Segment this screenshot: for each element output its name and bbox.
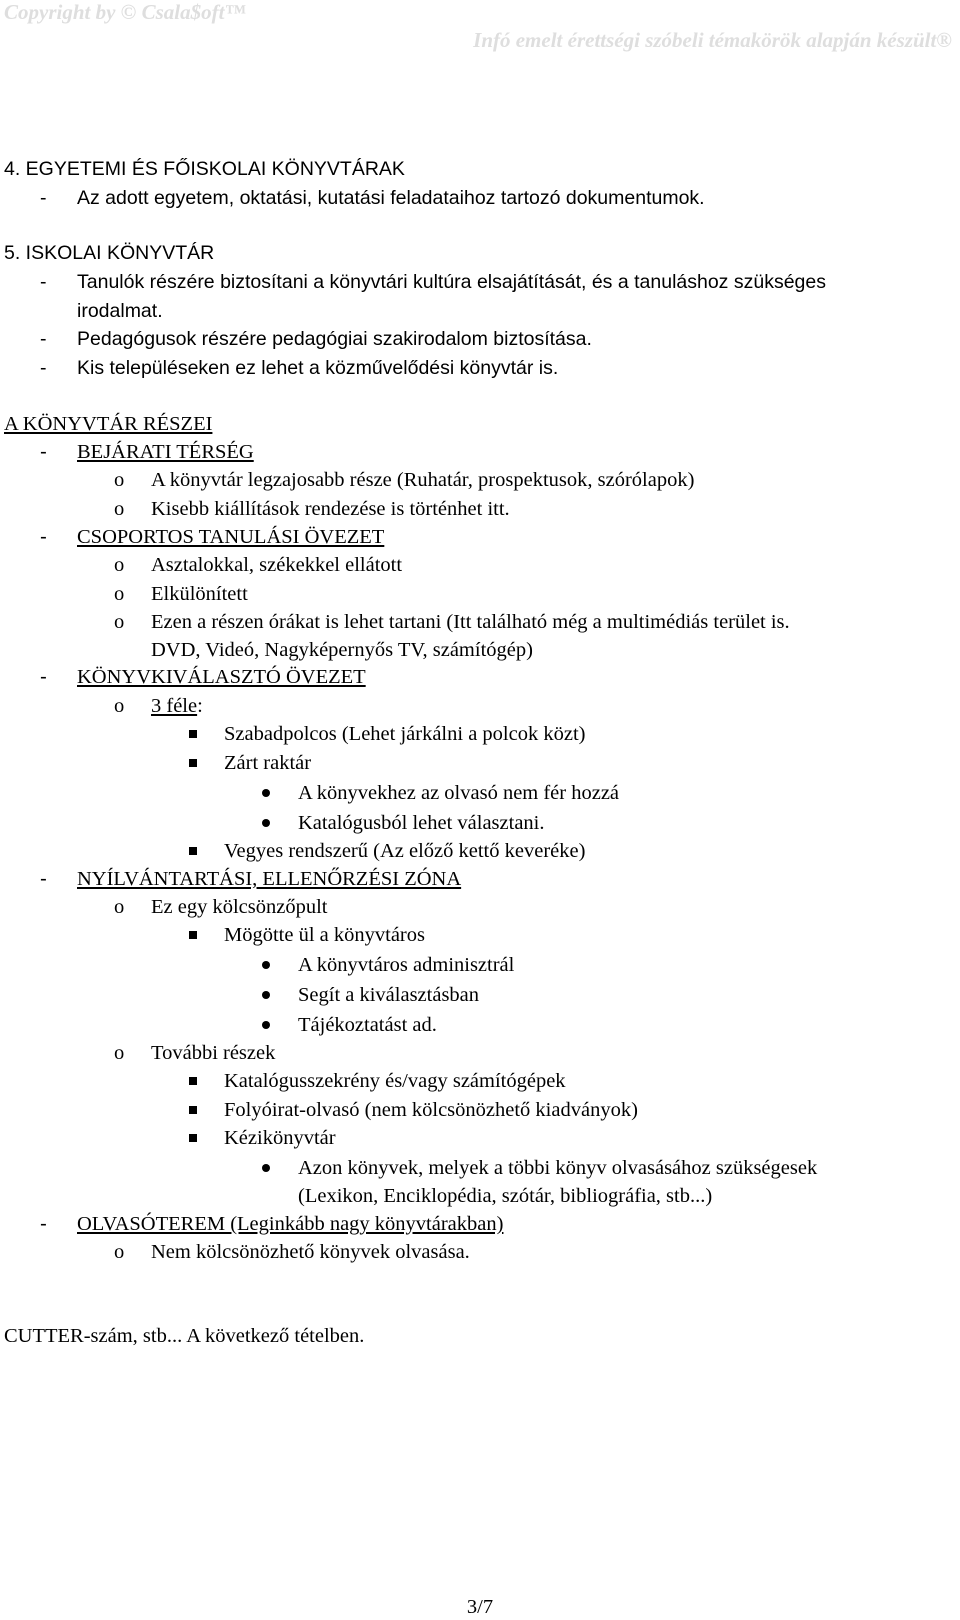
- round-bullet-icon: [262, 991, 270, 999]
- circle-marker: o: [114, 554, 125, 576]
- kezikonyvtar-line-1: Azon könyvek, melyek a többi könyv olvasásához szükségesek: [298, 1157, 818, 1179]
- kind-zart: Zárt raktár: [224, 752, 312, 774]
- round-bullet-icon: [262, 961, 270, 969]
- section-5-title: 5. ISKOLAI KÖNYVTÁR: [4, 242, 215, 264]
- nyilvantartasi-sub-1: Mögötte ül a könyvtáros: [224, 924, 425, 946]
- square-bullet-icon: [189, 1134, 197, 1142]
- tovabbi-item-1: Katalógusszekrény és/vagy számítógépek: [224, 1070, 566, 1092]
- olvasoterem-item: Nem kölcsönözhető könyvek olvasása.: [151, 1241, 470, 1263]
- bejarati-item-1: A könyvtár legzajosabb része (Ruhatár, prospektusok, szórólapok): [151, 469, 695, 491]
- section-5-item-1-cont: irodalmat.: [77, 300, 163, 322]
- tovabbi-item-2: Folyóirat-olvasó (nem kölcsönözhető kiadványok): [224, 1099, 638, 1121]
- nyilvantartasi-title: NYÍLVÁNTARTÁSI, ELLENŐRZÉSI ZÓNA: [77, 868, 462, 890]
- csoportos-item-1: Asztalokkal, székekkel ellátott: [151, 554, 403, 576]
- kind-vegyes: Vegyes rendszerű (Az előző kettő keveréke): [224, 840, 586, 862]
- parts-title: A KÖNYVTÁR RÉSZEI: [4, 413, 213, 435]
- square-bullet-icon: [189, 1106, 197, 1114]
- dash-marker: -: [40, 525, 47, 548]
- square-bullet-icon: [189, 1077, 197, 1085]
- round-bullet-icon: [262, 819, 270, 827]
- kezikonyvtar-line-2: (Lexikon, Enciklopédia, szótár, bibliográfia, stb...): [298, 1185, 713, 1207]
- dash-marker: -: [40, 440, 47, 463]
- zart-item-2: Katalógusból lehet választani.: [298, 812, 545, 834]
- csoportos-item-3: Ezen a részen órákat is lehet tartani (Itt található még a multimédiás terület is.: [151, 611, 790, 633]
- zart-item-1: A könyvekhez az olvasó nem fér hozzá: [298, 782, 620, 804]
- footer-note: CUTTER-szám, stb... A következő tételben.: [4, 1325, 365, 1347]
- olvasoterem-title: OLVASÓTEREM (Leginkább nagy könyvtárakban): [77, 1213, 504, 1235]
- section-5-item-1: Tanulók részére biztosítani a könyvtári kultúra elsajátítását, és a tanuláshoz szükséges: [77, 271, 826, 293]
- bejarati-item-2: Kisebb kiállítások rendezése is történhet itt.: [151, 498, 510, 520]
- square-bullet-icon: [189, 730, 197, 738]
- bejarati-title: BEJÁRATI TÉRSÉG: [77, 441, 254, 463]
- dash-marker: -: [40, 271, 47, 293]
- subtitle-header: Infó emelt érettségi szóbeli témakörök alapján készült®: [473, 28, 952, 52]
- circle-marker: o: [114, 611, 125, 633]
- fele-colon: :: [197, 695, 203, 717]
- dash-marker: -: [40, 357, 47, 379]
- section-5-item-2: Pedagógusok részére pedagógiai szakirodalom biztosítása.: [77, 328, 592, 350]
- csoportos-item-3-cont: DVD, Videó, Nagyképernyős TV, számítógép): [151, 639, 533, 661]
- fele-line: [151, 694, 203, 718]
- circle-marker: o: [114, 695, 125, 717]
- dash-marker: -: [40, 187, 47, 209]
- circle-marker: o: [114, 1042, 125, 1064]
- square-bullet-icon: [189, 931, 197, 939]
- tovabbi-item-3: Kézikönyvtár: [224, 1127, 336, 1149]
- round-bullet-icon: [262, 1164, 270, 1172]
- circle-marker: o: [114, 1241, 125, 1263]
- circle-marker: o: [114, 469, 125, 491]
- circle-marker: o: [114, 896, 125, 918]
- section-5-item-3: Kis településeken ez lehet a közművelődési könyvtár is.: [77, 357, 559, 379]
- circle-marker: o: [114, 498, 125, 520]
- copyright-header: Copyright by © Csala$oft™: [4, 0, 246, 24]
- dash-marker: -: [40, 1212, 47, 1235]
- round-bullet-icon: [262, 789, 270, 797]
- square-bullet-icon: [189, 847, 197, 855]
- dash-marker: -: [40, 867, 47, 890]
- konyvtaros-item-3: Tájékoztatást ad.: [298, 1014, 437, 1036]
- section-4-title: 4. EGYETEMI ÉS FŐISKOLAI KÖNYVTÁRAK: [4, 158, 405, 180]
- konyvtaros-item-2: Segít a kiválasztásban: [298, 984, 480, 1006]
- circle-marker: o: [114, 583, 125, 605]
- square-bullet-icon: [189, 759, 197, 767]
- fele-label: 3 féle: [151, 695, 198, 717]
- dash-marker: -: [40, 328, 47, 350]
- section-4-item: Az adott egyetem, oktatási, kutatási feladataihoz tartozó dokumentumok.: [77, 187, 705, 209]
- kind-szabadpolcos: Szabadpolcos (Lehet járkálni a polcok közt): [224, 723, 586, 745]
- page-number: 3/7: [466, 1596, 494, 1618]
- nyilvantartasi-item-1: Ez egy kölcsönzőpult: [151, 896, 328, 918]
- dash-marker: -: [40, 665, 47, 688]
- csoportos-item-2: Elkülönített: [151, 583, 248, 605]
- round-bullet-icon: [262, 1021, 270, 1029]
- konyvkivalaszto-title: KÖNYVKIVÁLASZTÓ ÖVEZET: [77, 666, 366, 688]
- nyilvantartasi-item-2: További részek: [151, 1042, 276, 1064]
- csoportos-title: CSOPORTOS TANULÁSI ÖVEZET: [77, 526, 385, 548]
- konyvtaros-item-1: A könyvtáros adminisztrál: [298, 954, 515, 976]
